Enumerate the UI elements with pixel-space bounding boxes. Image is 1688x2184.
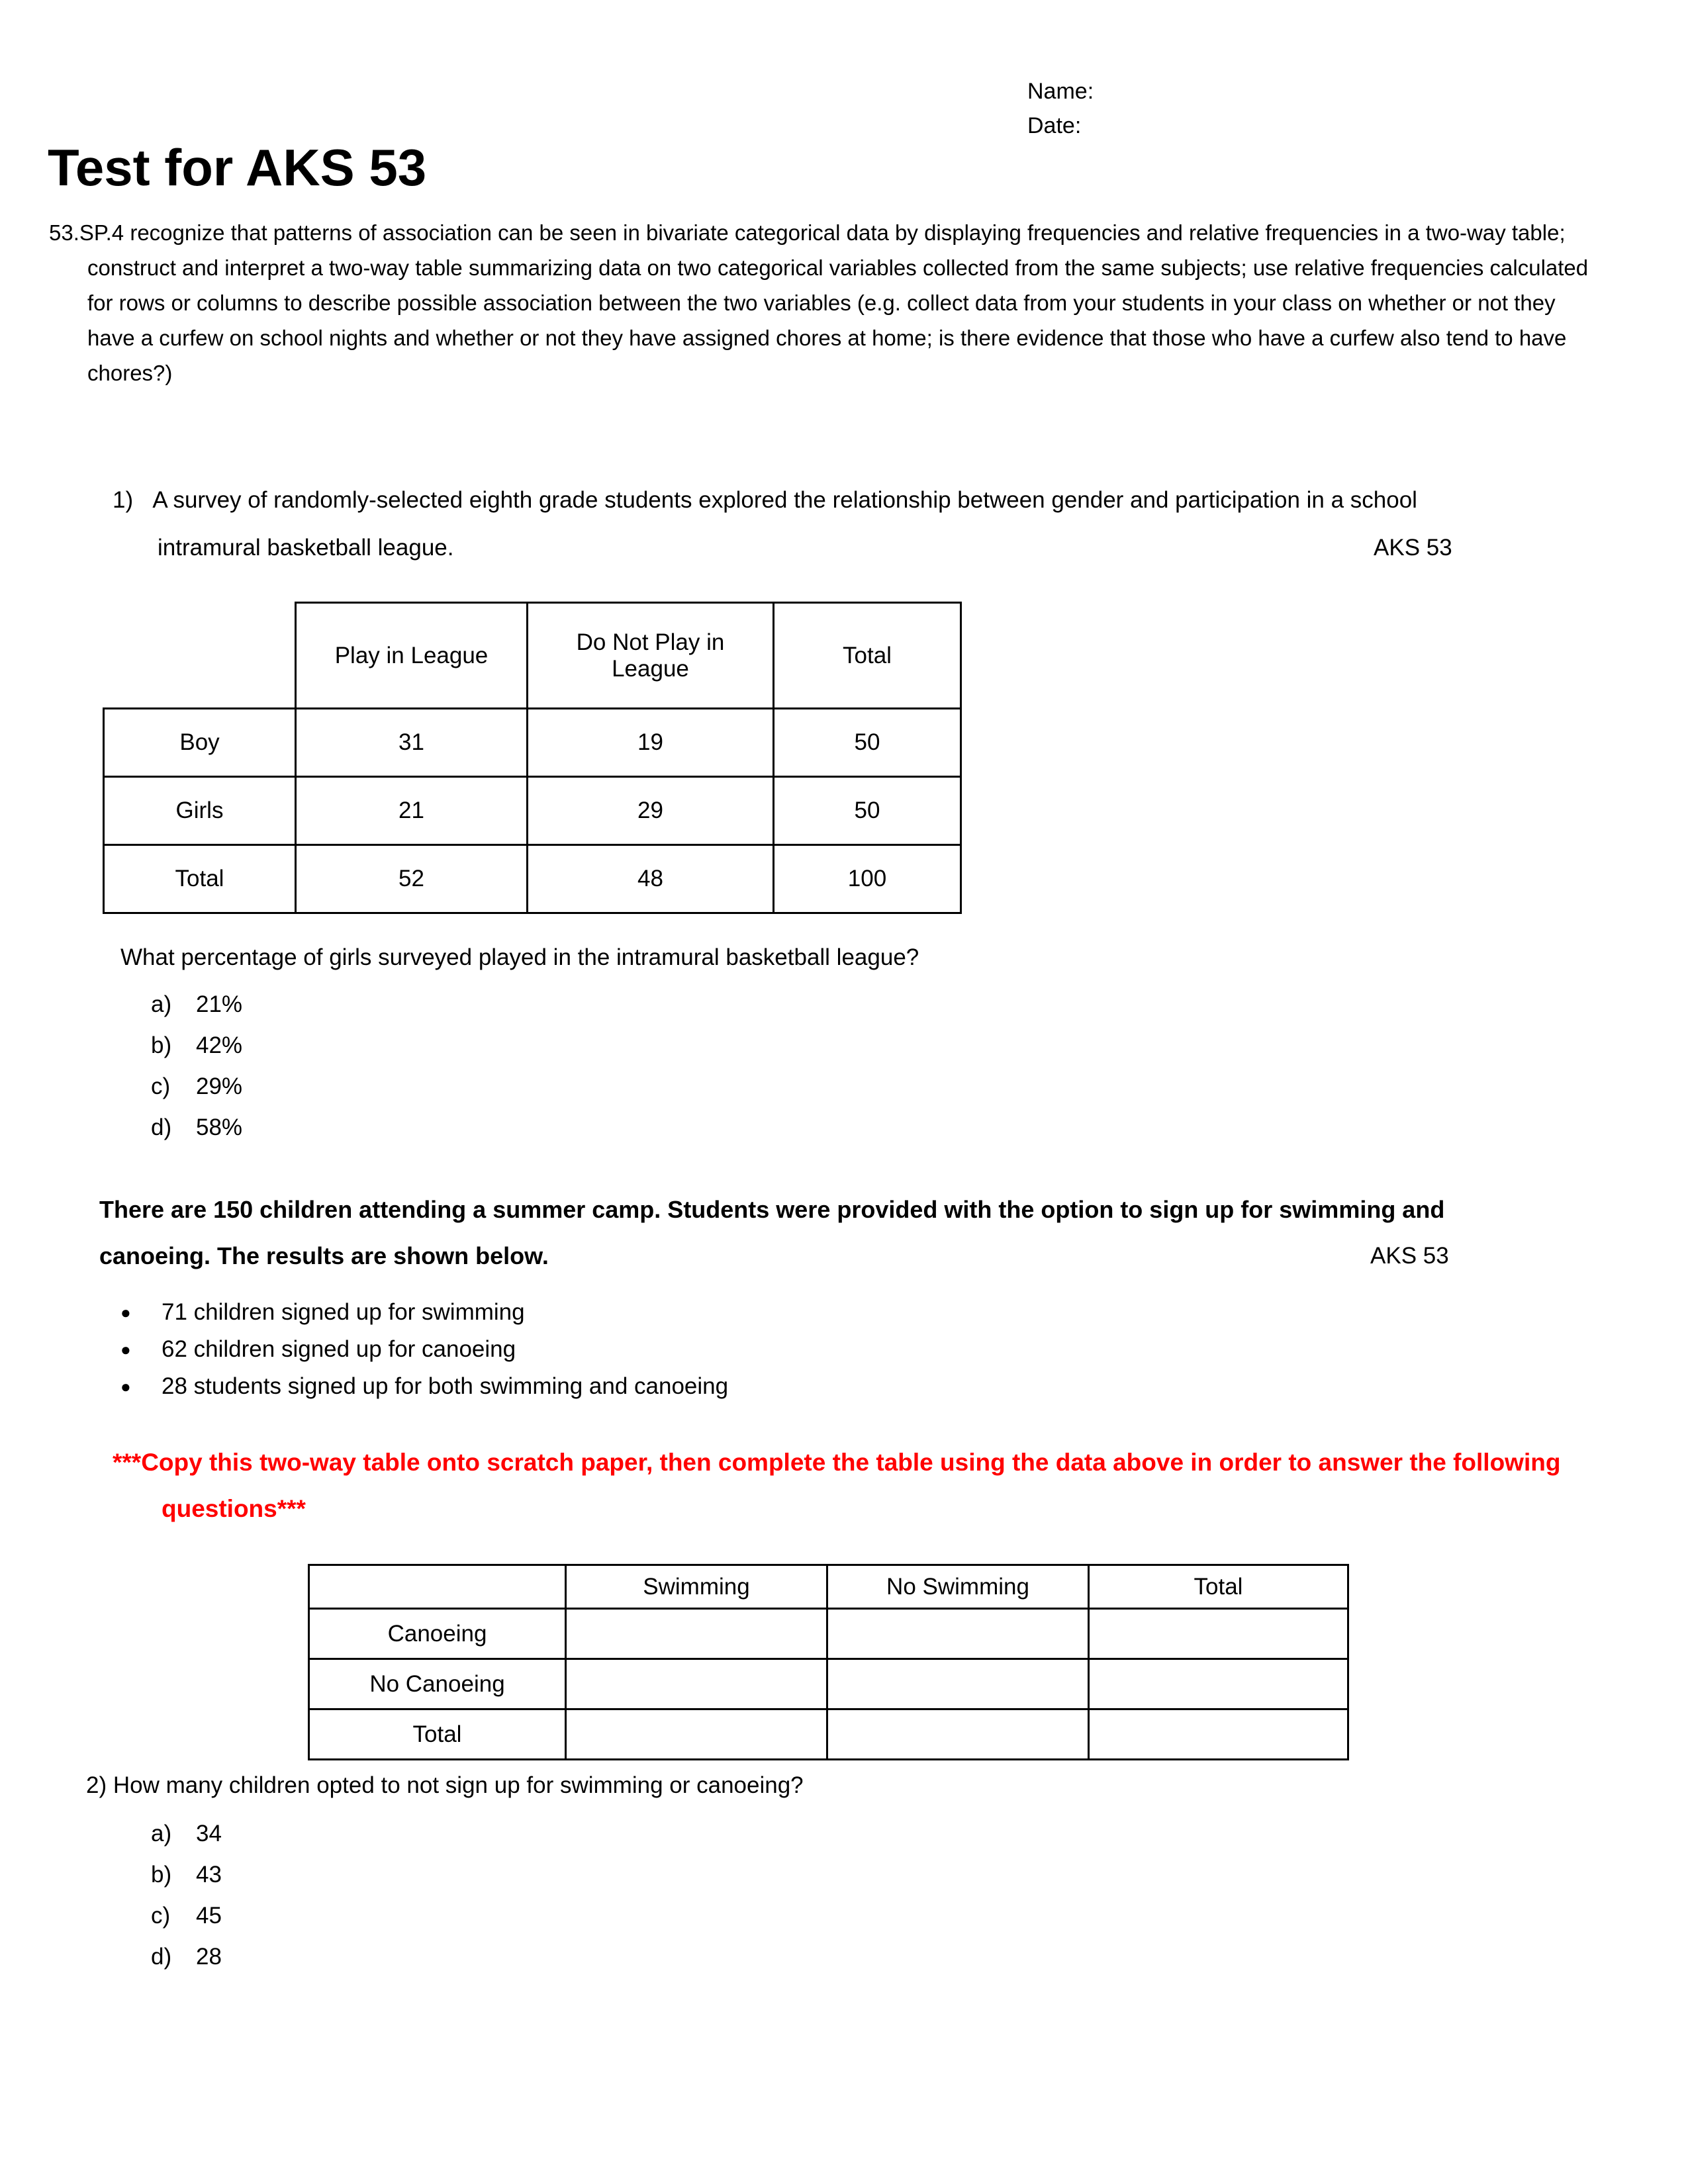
table-row-canoeing — [309, 1609, 1348, 1659]
question-2-body: How many children opted to not sign up for swimming or canoeing? — [113, 1772, 804, 1798]
row-label: No Canoeing — [309, 1659, 566, 1709]
row-label: Total — [309, 1709, 566, 1760]
choice-b — [151, 1854, 1688, 1895]
choice-a — [151, 984, 1688, 1025]
question-2-intro: There are 150 children attending a summer camp. Students were provided with the option to sign up for swimming and canoeing. The results are shown below. — [99, 1196, 1445, 1269]
bullet-item — [120, 1294, 1688, 1331]
gender-basketball-table — [103, 602, 962, 914]
date-label: Date: — [1027, 113, 1082, 138]
bullet-text: 28 students signed up for both swimming and canoeing — [162, 1373, 729, 1399]
column-header-total: Total — [1089, 1565, 1348, 1609]
page-title: Test for AKS 53 — [48, 138, 427, 197]
column-header-play: Play in League — [296, 603, 528, 709]
data-cell: 100 — [774, 845, 961, 913]
data-cell: 31 — [296, 709, 528, 777]
choice-a — [151, 1813, 1688, 1854]
camp-data-bullets — [120, 1294, 1688, 1405]
choice-letter: a) — [151, 1821, 172, 1846]
bullet-text: 62 children signed up for canoeing — [162, 1336, 516, 1362]
empty-cell — [827, 1659, 1089, 1709]
blank-corner-cell — [309, 1565, 566, 1609]
question-2-choices — [151, 1813, 1688, 1978]
choice-letter: b) — [151, 1032, 172, 1058]
question-1-text — [113, 477, 1473, 572]
question-1-choices — [151, 984, 1688, 1148]
table-row-girls — [104, 777, 961, 845]
bullet-icon: ● — [120, 1340, 131, 1359]
table-header-row — [309, 1565, 1348, 1609]
row-label: Total — [104, 845, 296, 913]
table-row-total — [104, 845, 961, 913]
data-cell: 19 — [528, 709, 774, 777]
column-header-swimming: Swimming — [566, 1565, 827, 1609]
standard-description: 53.SP.4 recognize that patterns of association can be seen in bivariate categorical data by displaying frequencies and relative frequencies in a two-way table; construct and interpret a two-way table summarizing data on two categorical variables collected from the same subjects; use relative frequencies calculated for rows or columns to describe possible association between the two variables (e.g. collect data from your students in your class on whether or not they have a curfew on school nights and whether or not they have assigned chores at home; is there evidence that those who have a curfew also tend to have chores?) — [49, 220, 1589, 385]
question-2-intro-block — [99, 1187, 1542, 1279]
bullet-icon: ● — [120, 1302, 131, 1322]
empty-cell — [566, 1609, 827, 1659]
data-cell: 52 — [296, 845, 528, 913]
question-2-prompt — [86, 1767, 1688, 1804]
data-cell: 29 — [528, 777, 774, 845]
copy-table-instruction: ***Copy this two-way table onto scratch paper, then complete the table using the data above in order to answer the following questions*** — [113, 1449, 1561, 1522]
bullet-text: 71 children signed up for swimming — [162, 1299, 525, 1325]
row-label: Girls — [104, 777, 296, 845]
empty-cell — [566, 1709, 827, 1760]
choice-text: 34 — [196, 1821, 222, 1846]
question-2-number: 2) — [86, 1772, 107, 1798]
data-cell: 50 — [774, 777, 961, 845]
swimming-canoeing-table — [308, 1564, 1349, 1760]
choice-text: 42% — [196, 1032, 243, 1058]
bullet-icon: ● — [120, 1377, 131, 1396]
table-row-boy — [104, 709, 961, 777]
table-row-total — [309, 1709, 1348, 1760]
data-cell: 21 — [296, 777, 528, 845]
choice-d — [151, 1107, 1688, 1148]
aks-53-label: AKS 53 — [1370, 1243, 1449, 1269]
choice-text: 43 — [196, 1862, 222, 1888]
bullet-item — [120, 1368, 1688, 1405]
data-cell: 48 — [528, 845, 774, 913]
question-1-number: 1) — [113, 487, 134, 513]
choice-letter: d) — [151, 1115, 172, 1140]
table-row-no-canoeing — [309, 1659, 1348, 1709]
empty-cell — [1089, 1609, 1348, 1659]
name-date-block — [1027, 74, 1094, 143]
row-label: Boy — [104, 709, 296, 777]
data-cell: 50 — [774, 709, 961, 777]
bullet-item — [120, 1331, 1688, 1368]
choice-text: 21% — [196, 991, 243, 1017]
empty-cell — [827, 1609, 1089, 1659]
choice-text: 28 — [196, 1944, 222, 1970]
choice-letter: a) — [151, 991, 172, 1017]
table-header-row — [104, 603, 961, 709]
aks-53-label: AKS 53 — [1374, 535, 1452, 561]
column-header-no-play: Do Not Play in League — [528, 603, 774, 709]
choice-text: 29% — [196, 1073, 243, 1099]
choice-letter: c) — [151, 1903, 171, 1929]
choice-b — [151, 1025, 1688, 1066]
choice-text: 58% — [196, 1115, 243, 1140]
column-header-no-swimming: No Swimming — [827, 1565, 1089, 1609]
row-label: Canoeing — [309, 1609, 566, 1659]
choice-c — [151, 1895, 1688, 1936]
name-label: Name: — [1027, 79, 1094, 104]
empty-cell — [1089, 1659, 1348, 1709]
column-header-total: Total — [774, 603, 961, 709]
choice-letter: c) — [151, 1073, 171, 1099]
choice-d — [151, 1936, 1688, 1978]
blank-corner-cell — [104, 603, 296, 709]
question-1-prompt: What percentage of girls surveyed played in the intramural basketball league? — [120, 944, 919, 970]
empty-cell — [827, 1709, 1089, 1760]
choice-letter: b) — [151, 1862, 172, 1888]
choice-letter: d) — [151, 1944, 172, 1970]
question-1-body: A survey of randomly-selected eighth grade students explored the relationship between gender and participation in a school intramural basketball league. — [152, 487, 1417, 561]
empty-cell — [566, 1659, 827, 1709]
choice-text: 45 — [196, 1903, 222, 1929]
empty-cell — [1089, 1709, 1348, 1760]
choice-c — [151, 1066, 1688, 1107]
question-1 — [113, 477, 1516, 572]
